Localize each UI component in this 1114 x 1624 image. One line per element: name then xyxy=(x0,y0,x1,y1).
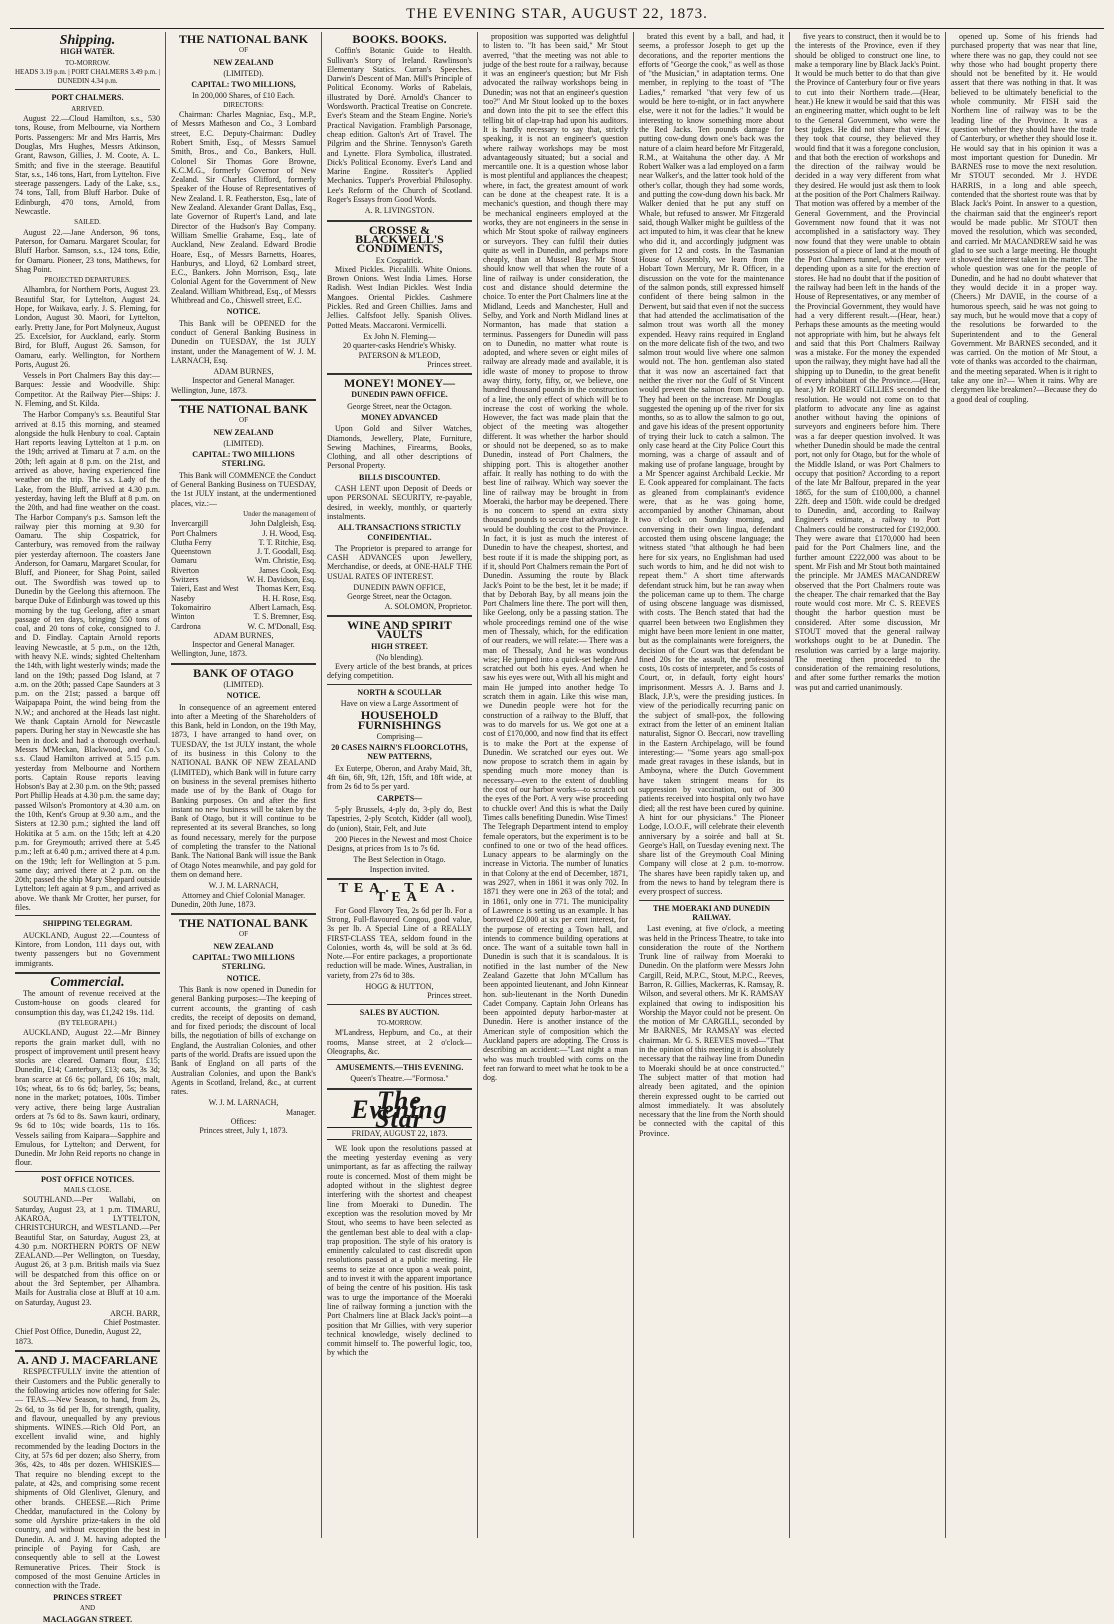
column-4 xyxy=(478,32,634,1538)
arrived-text: August 22.—Cloud Hamilton, s.s., 530 tons, Rouse, from Melbourne, via Northern Ports. Passengers: Mr and Mrs Harris, Mrs Douglas, Mrs Hughes, Messrs Atkinson, Grant, Rawson, Gillies, J. M. Coote, A. L. Smith; and five in the steerage. Beautiful Star, s.s., 146 tons, Hart, from Lyttelton. Five steerage passengers. Lady of the Lake, s.s., 74 tons, Tall, from Bluff Harbor. Duke of Edinburgh, 470 tons, Arnold, from Newcastle. xyxy=(15,114,161,217)
branch-row xyxy=(171,603,316,612)
nbnz-heading: THE NATIONAL BANK xyxy=(178,32,309,46)
post-footer: Chief Post Office, Dunedin, August 22, 1873. xyxy=(15,1327,142,1346)
column-2 xyxy=(166,32,322,1538)
nbnz3-notice-heading: NOTICE. xyxy=(226,973,261,983)
divider xyxy=(327,878,472,880)
divider xyxy=(327,684,472,685)
macfarlane-text: RESPECTFULLY invite the attention of their Customers and the Public generally to the following articles now offering for Sale:— TEAS.—New Season, to hand, from 2s, 2s 6d, to 3s 6d per lb, for strength, quality, and flavour, unequalled by any previous shipments. WINES.—Rich Old Port, an excellent invalid wine, and highly recommended by the leading Doctors in the City, at 57s 6d per dozen; also Sherry, from 36s, 42s, to 48s per dozen. WHISKIES—That require no blending except to the palate, at 42s, and comprising some recent shipments of Old Glenlivet, Glenury, and other brands. CHEESE.—Rich Prime Cheddar, manufactured in the Colony by some old Ayrshire prize-takers in the old country, and without exception the best in Dunedin. A. and J. M. having adopted the principle of Paying for Cash, are consequently able to sell at the Lowest Remunerative Prices. Their Stock is composed of the most Genuine Articles in connection with the Trade. xyxy=(15,1367,160,1591)
branch-place: Clutha Ferry xyxy=(171,537,212,547)
carpets-list: 5-ply Brussels, 4-ply do, 3-ply do, Best Tapestries, 2-ply Scotch, Kidder (all wool), do (union), Stair, Felt, and Jute xyxy=(327,804,472,833)
household-heading: HOUSEHOLD FURNISHINGS xyxy=(357,708,442,732)
branch-row xyxy=(171,538,316,547)
carpets-note: 200 Pieces in the Newest and most Choice Designs, at prices from 1s to 7s 6d. xyxy=(327,834,472,854)
branch-row xyxy=(171,566,316,575)
column-4-text: proposition was supported was delightful to listen to. "It has been said," Mr Stout averred, "that the meeting was not able to judge of the best route for a railway, because it was an engineer's question; but Mr Fish advocated the railway workshops being in Dunedin; was not that an engineer's question too?" And Mr Stout looked up to the boxes and down into the pit to see the effect this telling bit of clap-trap had upon his auditors. It is hardly necessary to say that, strictly speaking, it is not an engineer's question where railway workshops may be most advantageously situated; but a social and mercantile one. It is a question whose labor is most plentiful and appliances the cheapest; where, in fact, the greatest amount of work can be done at the cheapest rate. It is a mechanic's question, and though there may be mechanical engineers employed at the works, they are not engineers in the sense in which Mr Stout spoke of railway engineers or surveyors. They can fulfil their duties quite as well in Dunedin, and perhaps more cheaply, than at Mussel Bay. Mr Stout should know well that when the route of a line of railway is under consideration, the cost and distance should determine the choice. To enter the Port Chalmers line at the Midland, Leeds and Manchester, Hull and Selby, and York and North Midland lines at Normanton, has made that station a terminus. Passengers for Dunedin will pass on to Dunedin, no matter what route is adopted, and where seven or eight miles of railway are already made and available, it is idle waste of money to propose to throw away thirty, forty, fifty, or, we believe, one hundred thousand pounds in the construction of a line, the only effect of which will be to increase the cost of working the whole. However, the fact was made plain that the object of the meeting was altogether different. It was whether the harbor should or should not be deepened, so as to make Dunedin, instead of Port Chalmers, the shipping port. This is altogether another affair. It really has nothing to do with the best line of railway. Which way soever the line of railway may be brought in from Moeraki, the harbor may be deepened. There is no concern to spend an extra sixty thousand pounds to secure that advantage. It would be doubling the cost to the Province. In fact, it is just as much the interest of Dunedin to have the cheapest, shortest, and best route if it is made the shipping port, as if it, should Port Chalmers remain the Port of Dunedin. Assuming the route by Black Jack's Point to be the best, let it be made; if that by Deborah Bay, by all means join the Port Chalmers line there. The port will then, like Geelong, only be a passing station. The whole proceedings remind one of the wise men of Thessaly, which, for the edification of our readers, we will relate:— There was a man of Thessaly, And he was wondrous wise; He jumped into a quick-set hedge And scratched out both his eyes. And when he saw his eyes were out, With all his might and main He jumped into another hedge To scratch them in again. Like this wise man, we Dunedin people were hot for the construction of a railway to the Bluff, that was to do marvels for us. We got one at a cost of £170,000, and now find that its effect is to make the Port at the expense of Dunedin. We scratched our eyes out. We now propose to scratch them in again by spending much more money than is necessary—even to the extent of doubling the cost of our harbor works—to scratch out the eyes of the Port. A very wise proceeding to chuckle over! And this is what the Daily Times calls benefiting Dunedin. Wise Times! The Telegraph Department intend to employ female operators, but the experiment is to be confined to one or two of the head offices. Lunacy appears to be alarmingly on the increase in Victoria. The number of lunatics in that Colony at the end of December, 1871, was 2927, when in 1861 it was only 702. In 1871 they were one in 263 of the total; and in 1861, only one in 771. The municipality of Lawrence is setting us an example. It has borrowed £2,000 at six per cent interest, for the purpose of erecting a Town hall, and intends to commence building operations at once. The want of a suitable town hall in Dunedin is such that it is scandalous. It is notified in the last number of the New Zealand Gazette that John M'Callum has been appointed lieutenant, and John Kinnear hon. sub-lieutenant in the North Dunedin Cadet Company. Captain John Orleans has been appointed deputy harbor-master at Dunedin. Here is another instance of the American style of composition which the Auckland papers are adopting. The Cross is describing an accident:—"Last night a man who was much troubled with corns on the feet ran forward to meet what he took to be a dog. xyxy=(483,32,628,1083)
column-5-text: brated this event by a ball, and had, it seems, a professor Joseph to get up the decorations, and the reporter mentions the efforts of "George the cook," as well as those of "the Musician," in adaptation terms. One member, in replying to the toast of "The Ladies," remarked "that very few of us would be here to-night, or in fact anywhere else, were it not for the ladies." It would be interesting to know something more about the Red Jacks. Ten pounds damage for putting cow-dung down one's back was the nature of a claim heard before Mr Fitzgerald, R.M., at Waitahuna the other day. A Mr Robert Walker was a lad employed on a farm near Walker's, and the latter took hold of the other's collar, though they had some words, and putting the cow-dung down his back. Mr Walker denied that he put any stuff on Whale, but refused to answer. Mr Fitzgerald said, though Walker might be guiltless of the act imputed to him, it was clear that he knew who did it, and accordingly judgment was given for 12 and costs. In the Tasmanian House of Assembly, we learn from the Hobart Town Mercury, Mr R. Officer, in a discussion on the vote for the maintenance of the salmon ponds, still expressed himself confident of there being salmon in the Derwent, but said that even if not the success that had attended the acclimatisation of the salmon trout was worth all the money expended. Heavy rains required in England on the more delicate fish of the two, and two salmon trout would live where one salmon would not. The hon. gentleman also stated that it was now an ascertained fact that neither the river nor the Gulf of St Vincent would prevent the salmon from running up. They had been on the increase. Mr Douglas suggested the opening up of the river for six months, so as to allow the salmon to go out, and gave his ideas of the present opportunity of trying their luck to catch a salmon. The only case heard at the City Police Court this morning, was a charge of assault and of making use of profane language, brought by a Mr Spencer against Archibald Leckie. Mr E. Cook appeared for complainant. The facts as gleaned from complainant's evidence were, that as he was going home, accompanied by another Chinaman, about two o'clock on Sunday morning, and conversing in their own lingua, defendant accosted them using obscene language; the witness stated "that although he had been here for six years, no Englishman had used such words to him, and he did not wish to repeat them." A short time afterwards defendant struck him, but he ran away when the policeman came up to them. The charge of using obscene language was dismissed, with costs. The Bench stated that had the quarrel been between two Englishmen they might have been more lenient in one matter, but as the complainants were foreigners, the decision of the Court was that defendant be fined 20s for the assault, the professional costs, 10s costs of interpreter, and 5s costs of Court, or, in default, forty eight hours' imprisonment. Messrs A. J. Barns and J. Black, J.P.'s, were the presiding justices. In view of the periodically recurring panic on the subject of small-pox, the following extract from the letter of an eminent Italian naturalist, Signor O. Beccari, now travelling in the Eastern Archipelago, will be found interesting:— "Some years ago small-pox made great ravages in these islands, but in Amboyna, where the Dutch Government have taken stringent means for its suppression by vaccination, out of 300 patients received into hospital only two have died; all the rest have been cured by quinine. A hint for our physicians." The Pioneer Lodge, I.O.O.F., will celebrate their eleventh anniversary by a soirée and ball at St. George's Hall, on Tuesday evening next. The share list of the Greymouth Coal Mining Company will close at 2 p.m. to-morrow. The shares have been rapidly taken up, and from the news to hand by telegram there is every prospect of success. xyxy=(639,32,784,897)
books-list: Coffin's Botanic Guide to Health. Sullivan's Story of Ireland. Rawlinson's Elementary Statics. Curran's Speeches. Darwin's Descent of Man. Mill's Principle of Political Economy. Works of Rabelais, illustrated by Doré. Arnold's Chancer to Wordsworth. Practical Treatise on Concrete. Ever's Steam and the Steam Engine. Norie's Practical Navigation. Frambligh Parsonage, cheap edition. Galton's Art of Travel. The Pilgrim and the Shrine. Tennyson's Gareth and Lynette. Flora Symbolica, illustrated. Dick's Political Economy. Ever's Land and Marine Engine. Rossiter's Applied Mechanics. Tupper's Proverbial Philosophy. Lee's Reform of the Church of Scotland. Roger's Essays from Good Words. xyxy=(327,46,472,205)
otago-heading: BANK OF OTAGO xyxy=(193,665,294,680)
and-label: AND xyxy=(79,1603,96,1612)
carpets-heading: CARPETS— xyxy=(376,793,423,803)
branch-place: Cardrona xyxy=(171,621,201,631)
editorial-text: WE look upon the resolutions passed at the meeting yesterday evening as very unimportant, as far as affecting the railway route is concerned. Most of them might be adopted without in the slightest degree interfering with the shortest and cheapest line from Moeraki to Dunedin. The exception was the resolution moved by Mr Stout, who seems to have been selected as the gentleman best able to deal with a clap-trap proposition. The style of his oratory is eminently calculated to cast discredit upon resolutions passed at a public meeting. He seems to seize at once upon a weak point, and to invest it with the apparent importance of being the centre of his position. His task was to urge the importance of the Moeraki line of railway forming a junction with the Port Chalmers line at Black Jack's point—a position that Mr Gillies, with very superior technical knowledge, wisely declined to commit himself to. The powerful logic, too, by which the xyxy=(327,1143,472,1358)
projected-text: Alhambra, for Northern Ports, August 23. Beautiful Star, for Lyttelton, August 24. Hope, for Waikava, early. J. S. Fleming, for London, August 30. Maori, for Lyttelton, early. Pretty Jane, for Port Molyneux, August 25. Excelsior, for Auckland, early. Storm Bird, for Bluff, August 26. Samson, for Oamaru, early. Wellington, for Northern Ports, August 26. xyxy=(15,285,161,369)
directors-heading: DIRECTORS: xyxy=(223,100,264,109)
branches-header: Under the management of xyxy=(243,509,316,518)
divider xyxy=(327,220,472,222)
commercial-text: The amount of revenue received at the Custom-house on goods cleared for consumption this day, was £1,242 19s. 11d. xyxy=(15,989,160,1017)
shipping-reports: The Harbor Company's s.s. Beautiful Star arrived at 8.15 this morning, and steamed alongside the hulk Henbury to coal. Captain Hart reports leaving Lyttelton at 1 p.m. on the 19th; arrived at Timaru at 7 a.m. on the 20th; left again at 8 p.m. on the 21st, and arrived as above, having experienced fine weather on the trip. The s.s. Lady of the Lake, from the Bluff, arrived at 4.30 p.m. yesterday, having left the Bluff at 8 p.m. on the 20th, and had fine weather on the coast. The Harbor Company's p.s. Samson left the railway pier this morning at 9.30 for Oamaru. The ship Cospatrick, for Canterbury, was removed from the railway pier yesterday afternoon. The coasters Jane Anderson, for Oamaru, Margaret Scoular, for Bluff, and Pioneer, for Shag Point, sailed out. The Swordfish was towed up to Dunedin by the Geelong this afternoon. The barque Duke of Edinburgh was towed up this morning by the tug Geelong, after a smart passage of ten days, bringing 550 tons of coal, and 20 tons of coke, consigned to J. and D. Findlay. Captain Arnold reports leaving Newcastle, at 5 p.m., on the 12th, with heavy N.E. winds; sighted Cheltenham the 14th, with light westerly winds; made the land on the 19th; passed Dog Island, at 7 a.m. on the 20th; passed Cape Saunders at 3 p.m. on the 21st; passed a barque off Waipapapa Point, the wind being from the N.W.; and anchored at the Heads last night. We thank Captain Arnold for Newcastle papers. During her stay in Newcastle she has been in dock and had a thorough overhaul. Messrs M'Meckan, Blackwood, and Co.'s s.s. Claud Hamilton arrived at 5.15 p.m. yesterday from Melbourne and Northern ports. Captain Rouse reports leaving Hobson's Bay at 2.30 p.m. on the 9th; passed Port Phillip Heads at 4.30 p.m. the same day; passed Wilson's Promontory at 4.30 a.m. on the 10th, Kent's Group at 9.30 a.m., and the Sisters at 12.30 p.m.; sighted the land off Hokitika at 5 a.m. on the 15th; left at 4.20 p.m. for Greymouth; arrived there at 5.45 p.m.; left at 6.40 p.m.; arrived there at 4 p.m. on the 19th; left for Wellington at 5 p.m. same day; arrived there at 2 p.m. on the 20th; passed the ship Mary Sheppard outside Lyttelton; left again at 9 p.m., and arrived as above. We thank Mr Crotter, her purser, for files. xyxy=(15,410,160,913)
notice-heading: NOTICE. xyxy=(226,307,261,317)
tide-times: HEADS 3.19 p.m. | PORT CHALMERS 3.49 p.m. | DUNEDIN 4.34 p.m. xyxy=(15,67,160,86)
nz-heading: NEW ZEALAND xyxy=(213,57,274,67)
branch-row xyxy=(171,556,316,565)
divider xyxy=(15,1350,160,1352)
branch-manager: Thomas Kerr, Esq. xyxy=(255,584,316,594)
otago-limited: (LIMITED). xyxy=(223,680,264,689)
pawn-address: George Street, near the Octagon. xyxy=(347,401,452,411)
pawn-signature-2: George Street, near the Octagon. xyxy=(347,592,452,602)
crosse-address: Princes street. xyxy=(427,359,472,369)
nbnz2-heading: THE NATIONAL BANK xyxy=(178,401,309,416)
branches-footer: Wellington, June, 1873. xyxy=(171,649,248,659)
nbnz3-footer-2: Princes street, July 1, 1873. xyxy=(199,1126,288,1136)
comprising: Comprising— xyxy=(376,731,423,741)
projected-heading: PROJECTED DEPARTURES. xyxy=(44,276,131,285)
nbnz3-text: This Bank is now opened in Dunedin for general Banking purposes:—The keeping of current accounts, the granting of cash credits, the receipt of deposits on demand, and for fixed periods; the discount of local bills, the negotiation of bills of exchange on England, the Australian Colonies, and other parts of the world. Drafts are issued upon the Bank of England on all parts of the Australian Colonies, and upon the Bank's Agents in Scotland, Ireland, &c., at current rates. xyxy=(171,984,316,1097)
divider xyxy=(639,900,784,901)
masthead xyxy=(10,6,1104,29)
branch-place: Oamaru xyxy=(171,556,197,566)
notice-text: This Bank will be OPENED for the conduct of General Banking Business in Dunedin on TUESDAY, the 1st JULY instant, under the Management of W. J. M. LARNACH, Esq. xyxy=(171,318,316,365)
divider xyxy=(15,972,160,974)
cash-text: CASH LENT upon Deposit of Deeds or upon PERSONAL SECURITY, re-payable, desired, in weekly, monthly, or quarterly instalments. xyxy=(327,484,472,521)
crosse-whisky: 20 quarter-casks Hendrie's Whisky. xyxy=(342,341,457,351)
paper-title: The Evening Star xyxy=(351,1085,448,1134)
vessels-text: Vessels in Port Chalmers Bay this day:— Barques: Jessie and Woodville. Ship: Competitor. At the Railway Pier—Ships: J. N. Fleming, and St. Kilda. xyxy=(15,371,160,408)
post-office-heading: POST OFFICE NOTICES. xyxy=(41,1174,134,1184)
capital-heading: CAPITAL: TWO MILLIONS, xyxy=(191,80,296,90)
wine-text: Every article of the best brands, at prices defying competition. xyxy=(327,662,472,681)
large-assortment: Have on view a Large Assortment of xyxy=(340,699,459,708)
divider xyxy=(327,615,472,617)
crosse-signature: PATERSON & M'LEOD, xyxy=(358,350,441,360)
nbnz3-footer-1: Offices: xyxy=(230,1117,257,1127)
post-signature-2: Chief Postmaster. xyxy=(103,1318,160,1328)
branch-row xyxy=(171,584,316,593)
divider xyxy=(171,663,316,665)
crosse-sub: Ex Cospatrick. xyxy=(375,255,424,265)
column-5 xyxy=(634,32,790,1538)
branch-manager: H. H. Rose, Esq. xyxy=(262,593,316,603)
branches-signature-2: Inspector and General Manager. xyxy=(192,640,295,650)
divider xyxy=(171,913,316,915)
divider xyxy=(15,89,160,90)
notice-signature-1: ADAM BURNES, xyxy=(213,367,274,377)
branch-place: Naseby xyxy=(171,593,195,603)
books-heading: BOOKS. BOOKS. xyxy=(352,32,447,46)
capital2-heading: CAPITAL: TWO MILLIONS STERLING. xyxy=(192,450,295,469)
pawn-heading: DUNEDIN PAWN OFFICE. xyxy=(351,390,448,400)
notice-footer: Wellington, June, 1873. xyxy=(171,385,248,395)
column-3 xyxy=(322,32,478,1538)
maclaggan-street: MACLAGGAN STREET. xyxy=(42,1615,133,1624)
divider xyxy=(15,915,160,916)
telegram-text: AUCKLAND, August 22.—Countess of Kintore, from London, 111 days out, with twenty passengers but no Government immigrants. xyxy=(15,930,160,968)
of-label: OF xyxy=(239,930,248,939)
branch-manager: W. H. Davidson, Esq. xyxy=(246,575,316,585)
otago-signature-1: W. J. M. LARNACH, xyxy=(208,881,279,891)
branch-manager: John Dalgleish, Esq. xyxy=(250,519,316,529)
princes-street: PRINCES STREET xyxy=(53,1592,122,1602)
column-7-text: opened up. Some of his friends had purchased property that was near that line, where there was no gap, they could not see why those who had bought property there should not be benefited by it. He would assert that there was nothing in that. It was believed to be ultimately beneficial to the whole community. Mr FISH said the Northern line of railway was to be the leading line of the Province. It was a question whether they should have the trade of Canterbury, or whether they should lose it. He would say that in his opinion it was a most important question for Dunedin. Mr BARNES rose to move the next resolution. Mr STOUT seconded. Mr J. HYDE HARRIS, in a long and able speech, contended that the shortest route was that by Black Jack's Point. In answer to a question, the chairman said that the engineer's report would be made public. Mr STOUT then moved the resolution, which was seconded, and carried. Mr MACANDREW said he was glad to see such a large meeting. He thought it showed the interest taken in the matter. The whole question was one for the people of Dunedin, and he had no doubt whatever that they would decide it in a proper way. (Cheers.) Mr DAVIE, in the course of a humorous speech, said he was not going to say much, but he would move that a copy of the resolutions be forwarded to the Superintendent and to the General Government. Mr BARNES seconded, and it was carried. On the motion of Mr Stout, a vote of thanks was accorded to the chairman, and the meeting separated. When is it right to take any one in?— When it rains. Why are clergymen like breakmen?—Because they do a good deal of coupling. xyxy=(951,32,1097,404)
port-chalmers-heading: PORT CHALMERS. xyxy=(51,93,124,103)
columns xyxy=(10,32,1104,1624)
branch-row xyxy=(171,612,316,621)
moeraki-heading: THE MOERAKI AND DUNEDIN RAILWAY. xyxy=(652,903,771,922)
branch-place: Port Chalmers xyxy=(171,528,217,538)
divider xyxy=(327,373,472,375)
branches-list xyxy=(171,519,316,631)
crosse-list: Mixed Pickles. Piccalilli. White Onions. Brown Onions. West India Limes. Horse Radish. West Indian Pickles. West India Mangoes. Oriental Pickles. Cashmere Pickles. Red and Green Chillies. Jams and Jellies. Calfsfoot Jelly. Spanish Olives. Potted Meats. Maccaroni. Vermicelli. xyxy=(327,264,472,330)
queens-theatre: Queen's Theatre.—"Formosa." xyxy=(350,1074,449,1084)
pawn-signature-3: A. SOLOMON, Proprietor. xyxy=(384,601,472,611)
branch-place: Winton xyxy=(171,612,195,622)
tea-signature: HOGG & HUTTON, xyxy=(365,982,434,992)
amusements-heading: AMUSEMENTS.—THIS EVENING. xyxy=(335,1063,464,1073)
telegram-heading: SHIPPING TELEGRAM. xyxy=(42,919,133,929)
crosse-heading: CROSSE & BLACKWELL'S CONDIMENTS, xyxy=(355,222,444,256)
otago-signature-2: Attorney and Chief Colonial Manager. xyxy=(181,890,306,900)
otago-footer: Dunedin, 20th June, 1873. xyxy=(171,899,256,909)
branch-row xyxy=(171,575,316,584)
branch-manager: T. T. Ritchie, Esq. xyxy=(258,537,316,547)
strict-confidential: ALL TRANSACTIONS STRICTLY CONFIDENTIAL. xyxy=(337,523,462,542)
mails-close: MAILS CLOSE. xyxy=(63,1186,112,1195)
crosse-ex: Ex John N. Fleming— xyxy=(363,331,436,341)
masthead-title: THE EVENING STAR, AUGUST 22, 1873. xyxy=(406,6,708,22)
branch-manager: J. H. Wood, Esq. xyxy=(262,528,316,538)
money-advanced: MONEY ADVANCED xyxy=(361,412,438,422)
nbnz3-signature-1: W. J. M. LARNACH, xyxy=(208,1098,279,1108)
divider xyxy=(15,1171,160,1172)
best-selection: The Best Selection in Otago. xyxy=(353,855,446,865)
branch-place: Riverton xyxy=(171,565,199,575)
nbnz3-signature-2: Manager. xyxy=(286,1107,316,1117)
branch-place: Switzers xyxy=(171,575,199,585)
arrived-heading: ARRIVED. xyxy=(71,104,104,113)
macfarlane-heading: A. AND J. MACFARLANE xyxy=(17,1353,158,1368)
north-scoullar: NORTH & SCOULLAR xyxy=(357,687,442,697)
branch-manager: J. T. Goodall, Esq. xyxy=(256,547,316,557)
high-street: HIGH STREET. xyxy=(371,641,428,651)
sailed-text: August 22.—Jane Anderson, 96 tons, Paterson, for Oamaru. Margaret Scoular, for Bluff Harbor. Samson, s.s., 124 tons, Edie, for Oamaru. Pioneer, 23 tons, Matthews, for Shag Point. xyxy=(15,227,160,274)
otago-text: In consequence of an agreement entered into after a Meeting of the Shareholders of this Bank, held in London, on the 19th May, 1873, I have arranged to hand over, on TUESDAY, the 1st JULY instant, the whole of its business in this Colony to the NATIONAL BANK OF NEW ZEALAND (LIMITED), which Bank will in future carry on business in the several premises hitherto made use of by the Bank of Otago for Banking purposes. On and after the first instant no new business will be taken by the Bank of Otago, but it will continue to be represented at its several Branches, so long as found necessary, merely for the purpose of completing the transfer to the National Bank. The National Bank will issue the Bank of Otago Notes meanwhile, and pay gold for them on demand here. xyxy=(171,702,316,879)
high-water-heading: HIGH WATER. xyxy=(60,47,115,57)
post-signature-1: ARCH. BARR, xyxy=(109,1308,160,1318)
of-label: OF xyxy=(239,416,248,425)
nz3-heading: NEW ZEALAND xyxy=(213,941,274,951)
pawn-signature-1: DUNEDIN PAWN OFFICE, xyxy=(353,583,446,593)
branch-manager: W. C. M'Donall, Esq. xyxy=(247,621,316,631)
no-blending: (No blending). xyxy=(375,652,424,662)
divider xyxy=(171,399,316,401)
tomorrow-label: TO-MORROW. xyxy=(65,58,110,67)
column-6 xyxy=(790,32,946,1538)
branch-row xyxy=(171,547,316,556)
pawn-text-2: The Proprietor is prepared to arrange for CASH ADVANCES upon Jewellery, Merchandise, or deeds, at ONE-HALF THE USUAL RATES OF INTEREST. xyxy=(327,543,472,581)
notice-signature-2: Inspector and General Manager. xyxy=(192,376,295,386)
nbnz3-heading: THE NATIONAL BANK xyxy=(178,916,309,931)
branch-place: Tokomairiro xyxy=(171,602,211,612)
tea-heading: TEA. TEA. TEA xyxy=(338,881,461,906)
sales-text: M'Landress, Hepburn, and Co., at their rooms, Manse street, at 2 o'clock—Oleographs, &c. xyxy=(327,1028,472,1056)
telegraph-text: AUCKLAND, August 22.—Mr Binney reports the grain market dull, with no prospect of improvement until present heavy stocks are cleared. Oamaru flour, £15; Dunedin, £14; Canterbury, £13; oats, 3s 3d; bran scarce at £6 6s; pollard, £6 10s; malt, 10s; wheat, 6s to 6s 6d; barley, 5s; beans, none in the market; potatoes, 100s. Timber very active, there being large Australian orders at 7s 6d to 8s. Sawn kauri, ordinary, 9s 6d to 10s; wide boards, 11s to 16s. Vessels sailing from Kaipara—Sapphire and Emulous, for Lyttelton; and Derwent, for Dunedin. Mr John Reid reports no change in flour. xyxy=(15,1028,160,1168)
post-text: SOUTHLAND.—Per Wallabi, on Saturday, August 23, at 1 p.m. TIMARU, AKAROA, LYTTELTON, CHRISTCHURCH, and WESTLAND.—Per Beautiful Star, on Saturday, August 23, at 4.30 p.m. NORTHERN PORTS OF NEW ZEALAND.—Per Wellington, on Tuesday, August 26, at 3 p.m. British mails via Suez will be despatched from this office on or about the 3rd September, per Alhambra. Mails for Australia close at Bluff at 10 a.m. on Saturday, August 23. xyxy=(15,1195,160,1307)
wine-heading: WINE AND SPIRIT VAULTS xyxy=(347,617,452,642)
commercial-heading: Commercial. xyxy=(50,974,125,990)
of-label: OF xyxy=(239,46,248,55)
sales-heading: SALES BY AUCTION. xyxy=(359,1007,440,1017)
nairns-sub: Ex Euterpe, Oberon, and Araby Maid, 3ft, 4ft 6in, 6ft, 9ft, 12ft, 15ft, and 18ft wide, at from 2s 6d to 5s per yard. xyxy=(327,763,472,792)
books-signature: A. R. LIVINGSTON. xyxy=(364,206,435,216)
tea-text: For Good Flavory Tea, 2s 6d per lb. For a Strong, Full-flavoured Congou, good value, 3s per lb. A Special Line of a REALLY FIRST-CLASS TEA, seldom found in the Colonies, worth 4s, will be sold at 3s 6d. Note.—For entire packages, a proportionate reduction will be made. Wines, Australian, in variety, from 27s 6d to 38s. xyxy=(327,905,472,980)
branch-manager: T. S. Bremner, Esq. xyxy=(253,612,316,622)
branch-row xyxy=(171,622,316,631)
branch-place: Taieri, East and West xyxy=(171,584,239,594)
branches-text: This Bank will COMMENCE the Conduct of General Banking Business on TUESDAY, the 1st JULY instant, at the undermentioned places, viz.:— xyxy=(171,470,316,508)
divider xyxy=(327,1059,472,1060)
branch-row xyxy=(171,594,316,603)
column-6-text: five years to construct, then it would be to the interests of the Province, even if they should be obliged to construct one line, to make a temporary line by Black Jack's Point. It would be much better to do that than give the Province of Canterbury four or five years to cut into their Northern trade.—(Hear, hear.) He knew it would be said that this was an engineering matter, which ought to be left to the General Government, who were the best judges. He did not share that view. If they took that course, they believed they would find that it was a foregone conclusion, and that both the erection of workshops and the direction of the railway would be decided in a way very different from what they desired. He would just ask them to look at the position of the Port Chalmers Railway. That motion was offered by a member of the General Government, and the Provincial Government now found that it was not accomplished in a satisfactory way. They now found that they were unable to obtain possession of a piece of land at the mouth of the Port Chalmers tunnel, which they were depending upon as a site for the erection of stores. He had no doubt that if the position of the railway had been left in the hands of the House of Representatives, or any member of the Provincial Government, they would have had a very different result.—(Hear, hear.) Perhaps these amounts as the meeting would not appropriate with him, but he always felt and said that this Port Chalmers Railway was a mistake. For the money the expended upon the railway, they might have had all the shipping up to Dunedin, to the great benefit of every inhabitant of the Province.—(Hear, hear.) Mr ROBERT GILLIES seconded the resolution. He would not come on to that platform to advocate any line as against another without having the opinions of surveyors and engineers before him. There was a far deeper question involved. It was whether Dunedin should be made the central port, not only for Otago, but for the whole of the Middle Island, or was Port Chalmers to occupy that position? According to a report of the late Mr Balfour, prepared in the year 1865, for the sum of £100,000, a channel 22ft. deep and 150ft. wide could be dredged to Dunedin, and, according to Railway Engineer's estimate, a railway to Port Chalmers could be constructed for £192,000. They were aware that £170,000 had been paid for the Port Chalmers line, and the further amount £222,000 was about to be spent. Mr Fish and Mr Stout both maintained the principle. Mr JAMES MACANDREW observed that the Port Chalmers route was the cheaper. The chair remarked that the Bay route would cost more. Mr C. S. REEVES thought the harbor question must be considered. After some discussion, Mr STOUT moved that the general railway workshops ought to be at Dunedin. The resolution was carried by a large majority. The meeting then proceeded to the consideration of the remaining resolutions, and after some further remarks the motion was put and carried unanimously. xyxy=(795,32,940,692)
tea-address: Princes street. xyxy=(427,991,472,1001)
column-7 xyxy=(946,32,1102,1538)
branches-signature-1: ADAM BURNES, xyxy=(213,630,274,640)
branch-manager: Wm. Christie, Esq. xyxy=(254,556,316,566)
branch-manager: Albert Larnach, Esq. xyxy=(249,602,316,612)
shipping-heading: Shipping. xyxy=(59,33,116,48)
otago-notice-heading: NOTICE. xyxy=(226,691,261,701)
limited-label: (LIMITED). xyxy=(223,68,264,78)
limited-label: (LIMITED). xyxy=(223,438,264,448)
divider xyxy=(327,1004,472,1005)
branch-row xyxy=(171,529,316,538)
branch-place: Queenstown xyxy=(171,547,211,557)
moeraki-text: Last evening, at five o'clock, a meeting was held in the Princess Theatre, to take into consideration the route of the Northern Trunk line of railway from Moeraki to Dunedin. On the platform were Messrs John Cargill, Reid, M.P.C., Stout, M.P.C., Reeves, Barron, R. Gillies, Mackerras, K. Ramsay, R. Wilson, and several others. Mr K. RAMSAY explained that owing to indisposition his Worship the Mayor could not be present. On the motion of Mr CARGILL, seconded by Mr BARNES, Mr RAMSAY was elected chairman. Mr G. S. REEVES moved—"That in the opinion of this meeting it is absolutely necessary that the railway line from Dunedin to Moeraki should be at once constructed." The subject matter of that motion had already been agitated, and the opinion therein expressed ought to be carried out almost immediately. It was absolutely necessary that the line from the North should be connected with the capital of this Province. xyxy=(639,924,785,1138)
shares-text: In 200,000 Shares, of £10 Each. xyxy=(192,91,295,101)
bills-discounted: BILLS DISCOUNTED. xyxy=(359,472,440,482)
directors-text: Chairman: Charles Magniac, Esq., M.P., of Messrs Matheson and Co., 3 Lombard street, E.C. Deputy-Chairman: Dudley Robert Smith, Esq., of Messrs Samuel Smith, Bros., and Co., Bankers, Hull. Colonel Sir Thomas Gore Browne, K.C.M.G., formerly Governor of New Zealand. Sir Charles Clifford, formerly Speaker of the House of Representatives of New Zealand. I. R. Featherston, Esq., late of New Zealand. Alexander Grant Dallas, Esq., late Governor of Rupert's Land, and late Director of the Hudson's Bay Company. William Smellie Grahame, Esq., late of Auckland, New Zealand. Edward Brodie Hoare, Esq., of Messrs Barnetts, Hoares, Hanburys, and Lloyd, 62 Lombard street, E.C., Bankers. John Morrison, Esq., late Colonial Agent for the Government of New Zealand. William Whitbread, Esq., of Messrs Whitbread and Co., Chiswell street, E.C. xyxy=(171,110,316,306)
by-telegraph: (BY TELEGRAPH.) xyxy=(58,1018,117,1027)
branch-row xyxy=(171,519,316,528)
money-heading: MONEY! MONEY— xyxy=(344,376,455,391)
pawn-text: Upon Gold and Silver Watches, Diamonds, Jewellery, Plate, Furniture, Sewing Machines, Firearms, Books, Clothing, and all other descriptions of Personal Property. xyxy=(327,424,472,471)
branch-place: Invercargill xyxy=(171,519,209,529)
paper-date: FRIDAY, AUGUST 22, 1873. xyxy=(327,1127,472,1140)
nz2-heading: NEW ZEALAND xyxy=(213,427,274,437)
nairns-heading: 20 CASES NAIRN'S FLOORCLOTHS, NEW PATTERNS, xyxy=(331,743,468,762)
sailed-heading: SAILED. xyxy=(74,218,101,227)
column-1 xyxy=(10,32,166,1624)
branch-manager: James Cook, Esq. xyxy=(259,565,316,575)
capital3-heading: CAPITAL: TWO MILLIONS STERLING. xyxy=(192,953,295,972)
inspection-invited: Inspection invited. xyxy=(369,864,430,874)
sales-tomorrow: TO-MORROW. xyxy=(377,1018,422,1027)
